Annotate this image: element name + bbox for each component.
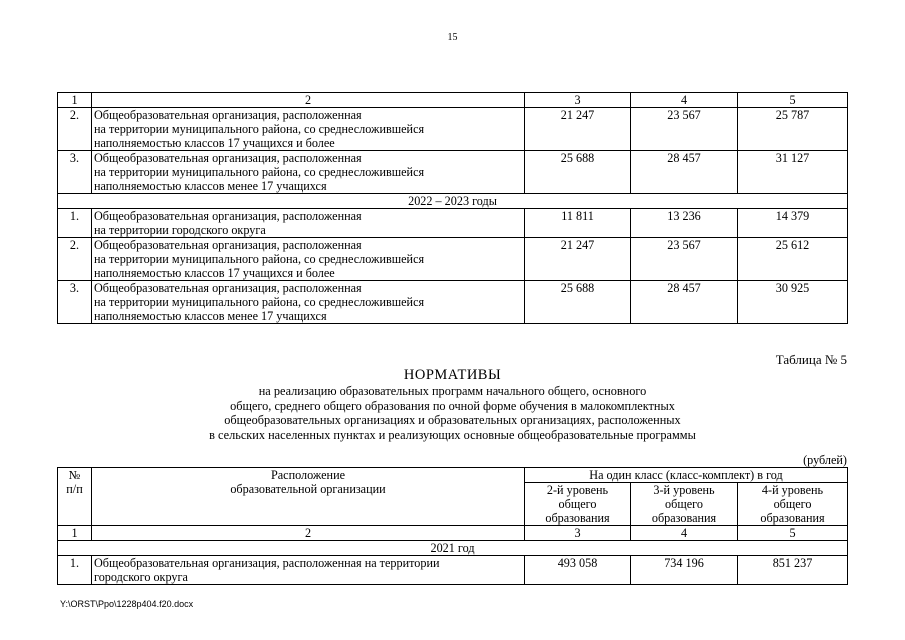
description-line: наполняемостью классов менее 17 учащихся: [94, 309, 327, 323]
organization-description: [92, 556, 525, 585]
row-number: 2.: [58, 238, 92, 281]
organization-description: [92, 281, 525, 324]
value-level-3: 23 567: [631, 108, 738, 151]
value-level-3: 28 457: [631, 151, 738, 194]
footer-file-path: Y:\ORST\Ppo\1228p404.f20.docx: [60, 599, 194, 609]
value-level-4: 25 787: [738, 108, 848, 151]
table-row: [58, 238, 848, 281]
col-number-cell: 2: [92, 93, 525, 108]
header-line: образования: [760, 511, 825, 525]
description-line: наполняемостью классов 17 учащихся и более: [94, 266, 335, 280]
value-level-2: 21 247: [525, 238, 631, 281]
norms-table-continued: [57, 92, 848, 324]
value-level-4: 14 379: [738, 209, 848, 238]
subtitle-line: общеобразовательных организациях и образовательных организациях, расположенных: [224, 413, 681, 427]
row-number: 3.: [58, 281, 92, 324]
value-level-3: 23 567: [631, 238, 738, 281]
organization-description: [92, 151, 525, 194]
description-line: Общеобразовательная организация, расположенная: [94, 281, 362, 295]
col-number-cell: 3: [525, 526, 631, 541]
description-line: Общеобразовательная организация, расположенная: [94, 209, 362, 223]
document-title: НОРМАТИВЫ: [403, 367, 502, 383]
description-line: на территории муниципального района, со среднесложившейся: [94, 165, 425, 179]
description-line: наполняемостью классов 17 учащихся и более: [94, 136, 335, 150]
table-row: [58, 108, 848, 151]
header-level-3: [631, 483, 738, 526]
value-level-2: 493 058: [525, 556, 631, 585]
header-level-4: [738, 483, 848, 526]
description-line: на территории муниципального района, со среднесложившейся: [94, 122, 425, 136]
header-line: общего: [558, 497, 597, 511]
header-line: образовательной организации: [230, 482, 386, 496]
value-level-3: 734 196: [631, 556, 738, 585]
table-row: [58, 209, 848, 238]
description-line: Общеобразовательная организация, расположенная на территории: [94, 556, 440, 570]
header-level-2: [525, 483, 631, 526]
col-number-cell: 1: [58, 526, 92, 541]
page-number: 15: [447, 32, 458, 43]
description-line: Общеобразовательная организация, расположенная: [94, 108, 362, 122]
organization-description: [92, 209, 525, 238]
header-line: образования: [651, 511, 717, 525]
table-row: [58, 556, 848, 585]
header-row-number: [58, 468, 92, 526]
header-line: №: [68, 468, 81, 482]
header-line: 3-й уровень: [653, 483, 715, 497]
table-row: [58, 151, 848, 194]
col-number-cell: 1: [58, 93, 92, 108]
section-row: [58, 194, 848, 209]
row-number: 1.: [58, 209, 92, 238]
value-level-2: 11 811: [525, 209, 631, 238]
organization-description: [92, 238, 525, 281]
col-number-cell: 4: [631, 526, 738, 541]
header-row: [58, 468, 848, 483]
row-number: 3.: [58, 151, 92, 194]
col-number-cell: 4: [631, 93, 738, 108]
column-numbering-row: [58, 526, 848, 541]
header-line: общего: [773, 497, 812, 511]
value-level-2: 25 688: [525, 281, 631, 324]
description-line: на территории муниципального района, со среднесложившейся: [94, 252, 425, 266]
table-label: Таблица № 5: [775, 352, 847, 367]
value-level-4: 30 925: [738, 281, 848, 324]
header-group-per-class: На один класс (класс-комплект) в год: [525, 468, 848, 483]
document-subtitle: [0, 384, 905, 442]
description-line: Общеобразовательная организация, расположенная: [94, 151, 362, 165]
subtitle-line: в сельских населенных пунктах и реализующих основные общеобразовательные программы: [209, 427, 696, 442]
col-number-cell: 5: [738, 526, 848, 541]
table-row: [58, 281, 848, 324]
header-line: образования: [545, 511, 610, 525]
header-line: 2-й уровень: [546, 483, 609, 497]
subtitle-line: общего, среднего общего образования по очной форме обучения в малокомплектных: [230, 398, 675, 413]
value-level-2: 21 247: [525, 108, 631, 151]
description-line: наполняемостью классов менее 17 учащихся: [94, 179, 327, 193]
value-level-2: 25 688: [525, 151, 631, 194]
section-row: [58, 541, 848, 556]
header-line: п/п: [66, 482, 83, 496]
value-level-4: 31 127: [738, 151, 848, 194]
description-line: на территории муниципального района, со среднесложившейся: [94, 295, 425, 309]
description-line: Общеобразовательная организация, расположенная: [94, 238, 362, 252]
norms-table-5: [57, 467, 848, 585]
header-location: [92, 468, 525, 526]
header-line: Расположение: [270, 468, 346, 482]
section-heading: 2022 – 2023 годы: [58, 194, 848, 209]
currency-unit: (рублей): [803, 453, 847, 467]
row-number: 2.: [58, 108, 92, 151]
value-level-4: 851 237: [738, 556, 848, 585]
description-line: на территории городского округа: [94, 223, 266, 237]
section-heading: 2021 год: [58, 541, 848, 556]
organization-description: [92, 108, 525, 151]
col-number-cell: 3: [525, 93, 631, 108]
description-line: городского округа: [94, 570, 188, 584]
value-level-4: 25 612: [738, 238, 848, 281]
header-line: 4-й уровень: [761, 483, 824, 497]
value-level-3: 28 457: [631, 281, 738, 324]
header-line: общего: [665, 497, 703, 511]
col-number-cell: 2: [92, 526, 525, 541]
col-number-cell: 5: [738, 93, 848, 108]
column-numbering-row: [58, 93, 848, 108]
row-number: 1.: [58, 556, 92, 585]
value-level-3: 13 236: [631, 209, 738, 238]
subtitle-line: на реализацию образовательных программ начального общего, основного: [258, 384, 647, 398]
